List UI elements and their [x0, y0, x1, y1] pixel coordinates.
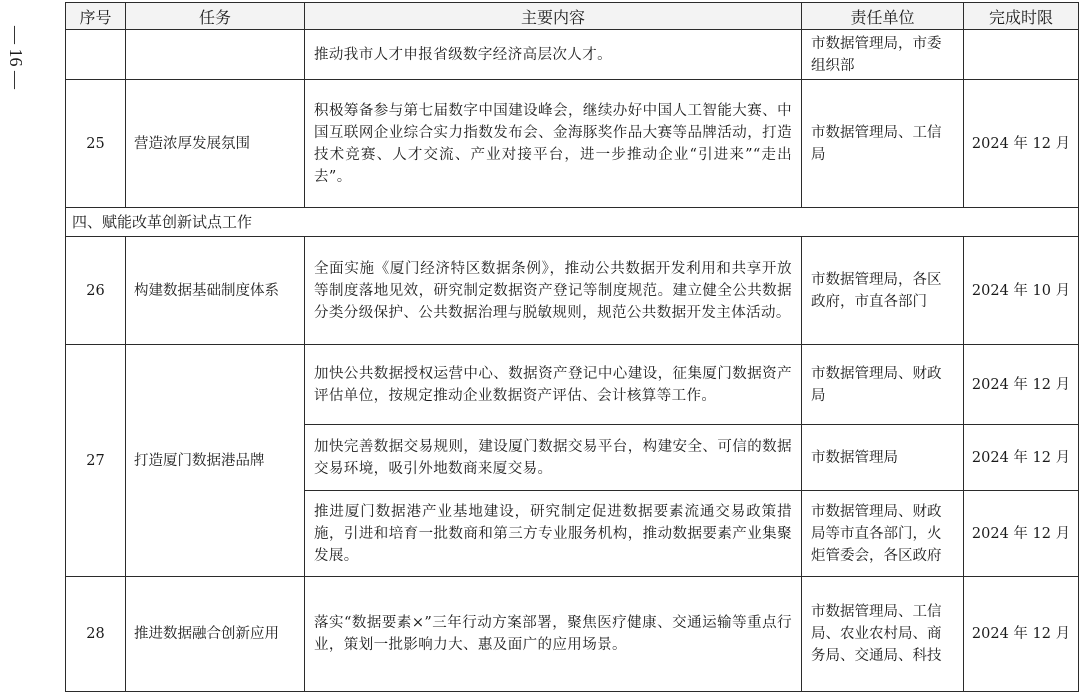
row-unit: 市数据管理局	[802, 425, 964, 491]
row-task: 营造浓厚发展氛围	[126, 80, 305, 208]
section-title: 四、赋能改革创新试点工作	[66, 208, 1079, 237]
row-number: 27	[66, 345, 126, 577]
table-row	[66, 80, 1079, 208]
row-number	[66, 30, 126, 80]
section-row	[66, 208, 1079, 237]
header-deadline: 完成时限	[964, 3, 1079, 30]
header-content: 主要内容	[305, 3, 802, 30]
table-row	[66, 345, 1079, 425]
header-unit: 责任单位	[802, 3, 964, 30]
row-unit: 市数据管理局、工信局、农业农村局、商务局、交通局、科技	[802, 577, 964, 692]
row-deadline: 2024 年 12 月	[964, 425, 1079, 491]
row-content: 积极筹备参与第七届数字中国建设峰会，继续办好中国人工智能大赛、中国互联网企业综合实力指数发布会、金海豚奖作品大赛等品牌活动，打造技术竞赛、人才交流、产业对接平台，进一步推动企业“引进来”“走出去”。	[305, 80, 802, 208]
row-unit: 市数据管理局、财政局	[802, 345, 964, 425]
row-task	[126, 30, 305, 80]
row-content: 加快完善数据交易规则，建设厦门数据交易平台，构建安全、可信的数据交易环境，吸引外地数商来厦交易。	[305, 425, 802, 491]
table-row	[66, 30, 1079, 80]
row-deadline: 2024 年 12 月	[964, 577, 1079, 692]
row-number: 28	[66, 577, 126, 692]
row-content: 全面实施《厦门经济特区数据条例》，推动公共数据开发利用和共享开放等制度落地见效，研究制定数据资产登记等制度规范。建立健全公共数据分类分级保护、公共数据治理与脱敏规则，规范公共数据开发主体活动。	[305, 237, 802, 345]
row-unit: 市数据管理局，市委组织部	[802, 30, 964, 80]
page-number: — 16 —	[5, 25, 26, 89]
task-table	[65, 2, 1079, 692]
row-task: 构建数据基础制度体系	[126, 237, 305, 345]
row-deadline: 2024 年 10 月	[964, 237, 1079, 345]
row-number: 26	[66, 237, 126, 345]
row-task: 推进数据融合创新应用	[126, 577, 305, 692]
row-deadline: 2024 年 12 月	[964, 80, 1079, 208]
header-task: 任务	[126, 3, 305, 30]
row-content: 推进厦门数据港产业基地建设，研究制定促进数据要素流通交易政策措施，引进和培育一批数商和第三方专业服务机构，推动数据要素产业集聚发展。	[305, 491, 802, 577]
header-no: 序号	[66, 3, 126, 30]
row-content: 落实“数据要素×”三年行动方案部署，聚焦医疗健康、交通运输等重点行业，策划一批影响力大、惠及面广的应用场景。	[305, 577, 802, 692]
row-unit: 市数据管理局、财政局等市直各部门，火炬管委会，各区政府	[802, 491, 964, 577]
row-content: 推动我市人才申报省级数字经济高层次人才。	[305, 30, 802, 80]
row-unit: 市数据管理局，各区政府，市直各部门	[802, 237, 964, 345]
row-deadline: 2024 年 12 月	[964, 491, 1079, 577]
row-content: 加快公共数据授权运营中心、数据资产登记中心建设，征集厦门数据资产评估单位，按规定推动企业数据资产评估、会计核算等工作。	[305, 345, 802, 425]
table-header-row	[66, 3, 1079, 30]
row-number: 25	[66, 80, 126, 208]
row-unit: 市数据管理局、工信局	[802, 80, 964, 208]
table-row	[66, 237, 1079, 345]
row-deadline	[964, 30, 1079, 80]
row-deadline: 2024 年 12 月	[964, 345, 1079, 425]
table-row	[66, 577, 1079, 692]
row-task: 打造厦门数据港品牌	[126, 345, 305, 577]
